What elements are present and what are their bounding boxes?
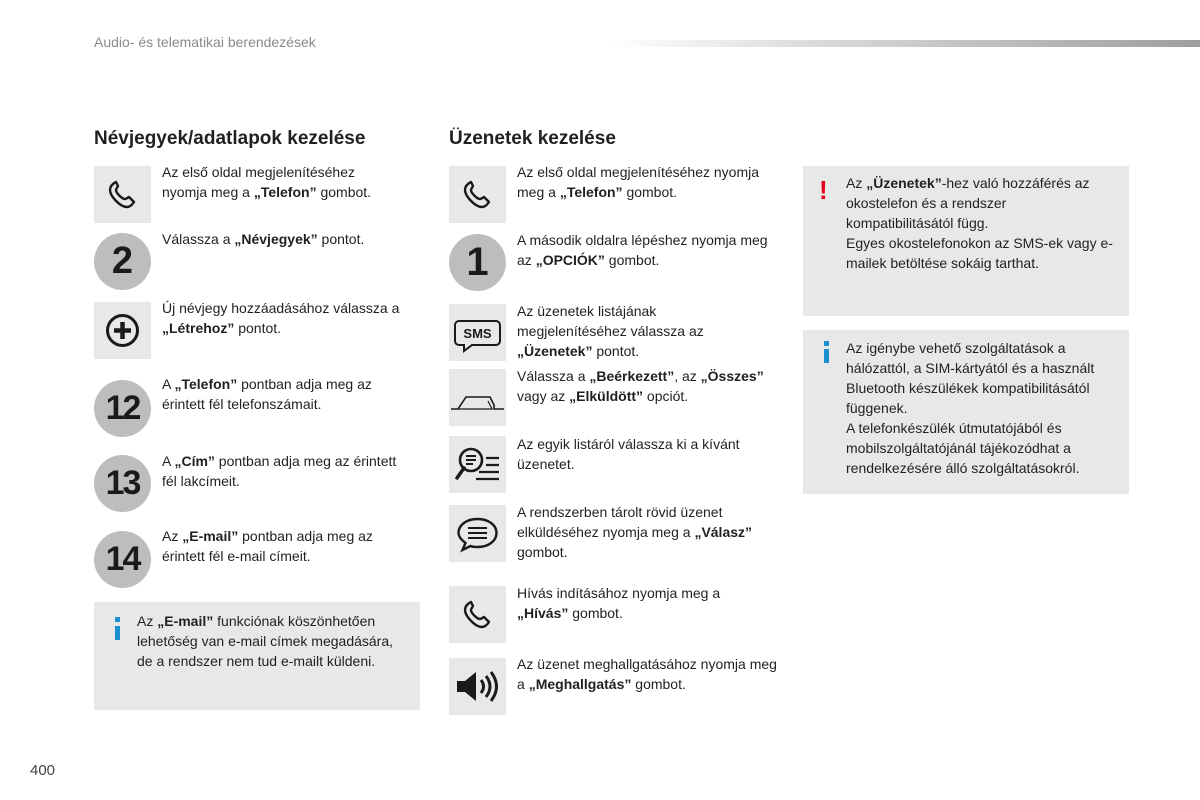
left-step-text: Az első oldal megjelenítéséhez nyomja meg a „Telefon” gombot. [162, 164, 372, 200]
step-number-badge: 2 [94, 233, 151, 290]
step-number-badge: 12 [94, 380, 151, 437]
message-bubble-icon [449, 505, 506, 562]
warning-icon: ! [819, 175, 828, 205]
warning-text: Az „Üzenetek”-hez való hozzáférés az okostelefon és a rendszer kompatibilitásától függ. Egyes okostelefonokon az SMS-ek vagy e-mailek betöltése sokáig tarthat. [846, 175, 1113, 271]
right-info-box [803, 330, 1129, 494]
middle-step-text: Az egyik listáról válassza ki a kívánt üzenetet. [517, 436, 740, 472]
plus-circle-icon [94, 302, 151, 359]
left-section-title: Névjegyek/adatlapok kezelése [94, 128, 366, 149]
middle-step-text: Az első oldal megjelenítéséhez nyomja meg a „Telefon” gombot. [517, 164, 760, 200]
sms-icon [449, 304, 506, 361]
left-info-box [94, 602, 420, 710]
step-number-badge: 14 [94, 531, 151, 588]
warning-box [803, 166, 1129, 316]
left-info-text: Az „E-mail” funkciónak köszönhetően lehetőség van e-mail címek megadására, de a rendszer nem tud e-mailt küldeni. [137, 613, 394, 669]
speaker-icon [449, 658, 506, 715]
left-step-text: Új névjegy hozzáadásához válassza a „Létrehoz” pontot. [162, 300, 400, 336]
middle-step-text: A második oldalra lépéshez nyomja meg az „OPCIÓK” gombot. [517, 232, 768, 268]
info-icon-dot [824, 341, 829, 346]
left-step-text: Válassza a „Névjegyek” pontot. [162, 231, 365, 247]
phone-icon [94, 166, 151, 223]
middle-section-title: Üzenetek kezelése [449, 128, 616, 149]
phone-icon [449, 166, 506, 223]
middle-step-text: Az üzenet meghallgatásához nyomja meg a „Meghallgatás” gombot. [517, 656, 777, 692]
svg-text:SMS: SMS [463, 326, 492, 341]
right-info-text: Az igénybe vehető szolgáltatások a hálózattól, a SIM-kártyától és a használt Bluetooth készülékek kompatibilitásától függenek. A telefonkészülék útmutatójából és mobilszolgáltatójánál tájékozódhat a rendelkezésére álló szolgáltatásokról. [846, 340, 1095, 476]
info-icon [115, 626, 120, 640]
folder-tab-icon [449, 369, 506, 426]
left-step-text: A „Telefon” pontban adja meg az érintett fél telefonszámait. [162, 376, 372, 412]
middle-step-text: Válassza a „Beérkezett”, az „Összes” vagy az „Elküldött” opciót. [517, 368, 764, 404]
header-gradient-bar [605, 40, 1200, 47]
middle-step-text: Hívás indításához nyomja meg a „Hívás” gombot. [517, 585, 721, 621]
page-number: 400 [30, 762, 56, 779]
middle-step-text: A rendszerben tárolt rövid üzenet elküldéséhez nyomja meg a „Válasz” gombot. [517, 504, 753, 560]
middle-step-text: Az üzenetek listájának megjelenítéséhez válassza az „Üzenetek” pontot. [517, 303, 704, 359]
step-number-badge: 13 [94, 455, 151, 512]
left-step-text: Az „E-mail” pontban adja meg az érintett fél e-mail címeit. [162, 528, 373, 564]
step-number-badge: 1 [449, 234, 506, 291]
left-step-text: A „Cím” pontban adja meg az érintett fél lakcímeit. [162, 453, 397, 489]
search-list-icon [449, 436, 506, 493]
running-header: Audio- és telematikai berendezések [94, 34, 316, 50]
info-icon-dot [115, 617, 120, 622]
info-icon [824, 349, 829, 363]
phone-icon [449, 586, 506, 643]
